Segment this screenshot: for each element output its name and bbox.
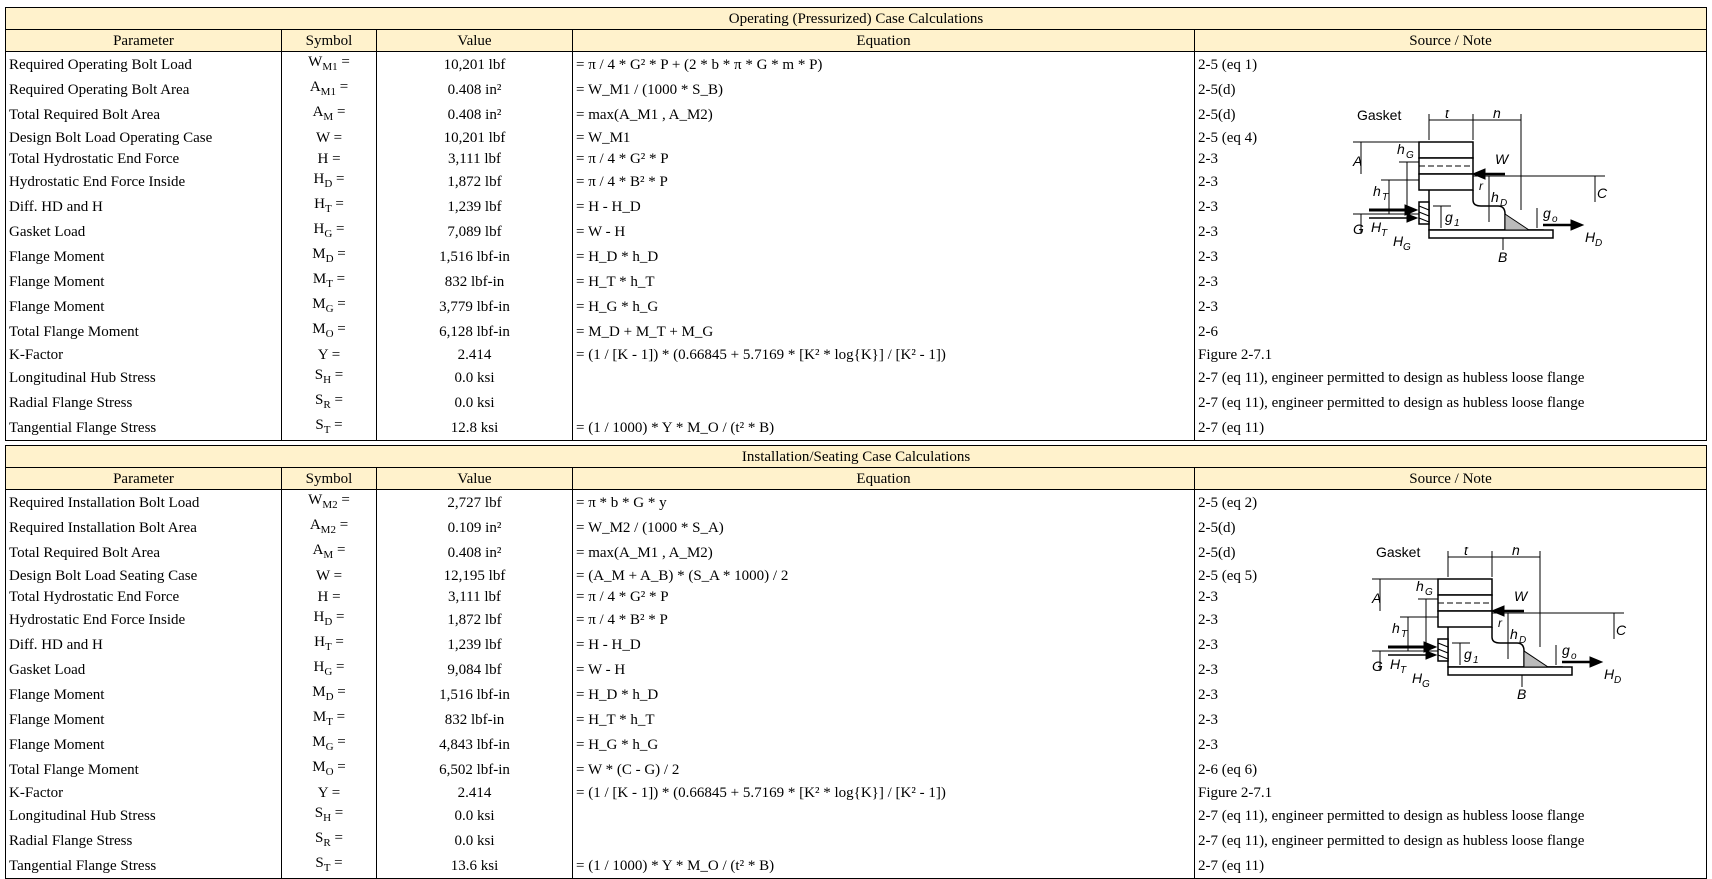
symbol-cell: $H_G$ = <box>282 657 377 682</box>
value-cell: 1,516 lbf-in <box>377 682 573 707</box>
symbol-cell: $A_{M1}$ = <box>282 77 377 102</box>
diagram-label: o <box>1571 651 1577 662</box>
value-cell: 1,516 lbf-in <box>377 244 573 269</box>
equation-cell: = max(A_M1 , A_M2) <box>573 102 1195 127</box>
equation-cell: = W_M1 <box>573 127 1195 148</box>
table-row <box>6 828 1707 853</box>
value-cell: 10,201 lbf <box>377 52 573 78</box>
col-header-parameter: Parameter <box>6 30 282 52</box>
symbol-cell: $S_R$ = <box>282 390 377 415</box>
source-note-cell: 2-5(d) <box>1195 102 1707 127</box>
flange-diagram <box>1333 110 1633 280</box>
table-row <box>6 757 1707 782</box>
table-row <box>6 344 1707 365</box>
diagram-label: G <box>1372 658 1383 674</box>
symbol-letter: M <box>312 321 326 337</box>
diagram-label: Gasket <box>1357 110 1402 123</box>
symbol-subscript: M2 <box>320 524 336 536</box>
symbol-subscript: R <box>323 837 331 849</box>
diagram-label: G <box>1406 150 1414 161</box>
table-row <box>6 77 1707 102</box>
parameter-cell: Hydrostatic End Force Inside <box>6 169 282 194</box>
parameter-cell: Total Hydrostatic End Force <box>6 586 282 607</box>
parameter-cell: Flange Moment <box>6 682 282 707</box>
value-cell: 10,201 lbf <box>377 127 573 148</box>
source-note-cell: 2-3 <box>1195 194 1707 219</box>
symbol-cell: H = <box>282 148 377 169</box>
symbol-cell: $M_D$ = <box>282 682 377 707</box>
equation-cell <box>573 803 1195 828</box>
value-cell: 0.408 in² <box>377 102 573 127</box>
diagram-label: h <box>1397 141 1405 157</box>
diagram-label: C <box>1597 185 1608 201</box>
diagram-label: h <box>1373 183 1381 199</box>
parameter-cell: Tangential Flange Stress <box>6 415 282 441</box>
diagram-label: H <box>1604 666 1615 682</box>
parameter-cell: K-Factor <box>6 344 282 365</box>
source-note-cell: 2-5 (eq 2) <box>1195 490 1707 516</box>
symbol-letter: M <box>312 684 326 700</box>
diagram-label: T <box>1381 228 1388 239</box>
diagram-label: B <box>1498 249 1508 265</box>
source-note-cell: 2-3 <box>1195 657 1707 682</box>
symbol-cell: $M_G$ = <box>282 294 377 319</box>
table-row <box>6 515 1707 540</box>
symbol-letter: S <box>315 417 324 433</box>
symbol-cell: $W_{M2}$ = <box>282 490 377 516</box>
symbol-letter: S <box>314 805 324 821</box>
source-note-cell: 2-6 <box>1195 319 1707 344</box>
value-cell: 2.414 <box>377 344 573 365</box>
diagram-label: G <box>1422 679 1430 690</box>
col-header-value: Value <box>377 468 573 490</box>
parameter-cell: Flange Moment <box>6 269 282 294</box>
value-cell: 1,239 lbf <box>377 194 573 219</box>
symbol-letter: A <box>309 517 321 533</box>
symbol-subscript: D <box>325 691 334 703</box>
symbol-subscript: M <box>323 111 334 123</box>
parameter-cell: Longitudinal Hub Stress <box>6 803 282 828</box>
table-row <box>6 390 1707 415</box>
diagram-label: B <box>1517 686 1527 702</box>
symbol-cell: $M_O$ = <box>282 319 377 344</box>
symbol-cell: $M_G$ = <box>282 732 377 757</box>
equation-cell: = (1 / 1000) * Y * M_O / (t² * B) <box>573 853 1195 879</box>
diagram-label: 1 <box>1454 218 1460 229</box>
diagram-label: G <box>1403 242 1411 253</box>
source-note-cell: 2-3 <box>1195 294 1707 319</box>
value-cell: 12.8 ksi <box>377 415 573 441</box>
diagram-label: C <box>1616 622 1627 638</box>
col-header-source: Source / Note <box>1195 30 1707 52</box>
diagram-label: r <box>1479 179 1483 193</box>
symbol-subscript: G <box>324 666 333 678</box>
equation-cell: = W_M1 / (1000 * S_B) <box>573 77 1195 102</box>
table-row <box>6 803 1707 828</box>
value-cell: 1,239 lbf <box>377 632 573 657</box>
col-header-source: Source / Note <box>1195 468 1707 490</box>
symbol-cell: $H_T$ = <box>282 194 377 219</box>
symbol-cell: $M_D$ = <box>282 244 377 269</box>
symbol-subscript: M <box>323 549 334 561</box>
symbol-subscript: G <box>325 741 334 753</box>
equation-cell: = (A_M + A_B) * (S_A * 1000) / 2 <box>573 565 1195 586</box>
symbol-cell: $S_T$ = <box>282 853 377 879</box>
symbol-subscript: T <box>326 278 333 290</box>
source-note-cell: 2-3 <box>1195 269 1707 294</box>
diagram-label: T <box>1400 665 1407 676</box>
col-header-parameter: Parameter <box>6 468 282 490</box>
parameter-cell: Flange Moment <box>6 294 282 319</box>
parameter-cell: Radial Flange Stress <box>6 390 282 415</box>
symbol-cell: $A_M$ = <box>282 540 377 565</box>
source-note-cell: 2-3 <box>1195 732 1707 757</box>
diagram-label: t <box>1445 110 1449 121</box>
parameter-cell: Diff. HD and H <box>6 194 282 219</box>
value-cell: 1,872 lbf <box>377 169 573 194</box>
symbol-subscript: D <box>325 253 334 265</box>
symbol-subscript: M2 <box>322 499 338 511</box>
equation-cell: = π / 4 * B² * P <box>573 169 1195 194</box>
diagram-label: A <box>1353 153 1363 169</box>
diagram-label: G <box>1353 221 1364 237</box>
source-note-cell: 2-5(d) <box>1195 515 1707 540</box>
source-note-cell: 2-7 (eq 11), engineer permitted to design as hubless loose flange <box>1195 828 1707 853</box>
symbol-letter: S <box>315 830 324 846</box>
table-row <box>6 52 1707 78</box>
value-cell: 0.0 ksi <box>377 390 573 415</box>
symbol-letter: M <box>312 246 326 262</box>
diagram-label: G <box>1425 587 1433 598</box>
diagram-label: h <box>1392 620 1400 636</box>
source-note-cell: 2-5(d) <box>1195 540 1707 565</box>
source-note-cell: 2-3 <box>1195 707 1707 732</box>
parameter-cell: Required Operating Bolt Load <box>6 52 282 78</box>
col-header-symbol: Symbol <box>282 30 377 52</box>
diagram-label: h <box>1491 189 1499 205</box>
value-cell: 1,872 lbf <box>377 607 573 632</box>
diagram-label: D <box>1614 675 1622 686</box>
equation-cell: = π * b * G * y <box>573 490 1195 516</box>
symbol-letter: Y <box>317 784 329 801</box>
section-title: Operating (Pressurized) Case Calculations <box>6 8 1707 30</box>
equation-cell: = H_T * h_T <box>573 269 1195 294</box>
value-cell: 6,502 lbf-in <box>377 757 573 782</box>
table-row <box>6 415 1707 441</box>
source-note-cell: 2-3 <box>1195 586 1707 607</box>
equation-cell: = W - H <box>573 219 1195 244</box>
symbol-subscript: T <box>324 203 332 215</box>
source-note-cell: 2-7 (eq 11), engineer permitted to design as hubless loose flange <box>1195 390 1707 415</box>
symbol-cell: $H_T$ = <box>282 632 377 657</box>
table-row <box>6 782 1707 803</box>
diagram-label: W <box>1514 588 1528 604</box>
value-cell: 4,843 lbf-in <box>377 732 573 757</box>
diagram-label: W <box>1495 151 1509 167</box>
table-row <box>6 365 1707 390</box>
symbol-letter: S <box>315 855 324 871</box>
parameter-cell: Flange Moment <box>6 732 282 757</box>
symbol-subscript: G <box>324 228 333 240</box>
source-note-cell: 2-5 (eq 5) <box>1195 565 1707 586</box>
parameter-cell: Total Required Bolt Area <box>6 102 282 127</box>
parameter-cell: Total Flange Moment <box>6 319 282 344</box>
diagram-label: T <box>1382 192 1389 203</box>
symbol-subscript: M1 <box>322 61 338 73</box>
diagram-label: h <box>1493 110 1501 121</box>
symbol-subscript: H <box>323 374 332 386</box>
equation-cell: = max(A_M1 , A_M2) <box>573 540 1195 565</box>
source-note-cell: Figure 2-7.1 <box>1195 344 1707 365</box>
symbol-letter: H <box>314 634 325 650</box>
value-cell: 832 lbf-in <box>377 269 573 294</box>
symbol-letter: M <box>312 296 326 312</box>
value-cell: 6,128 lbf-in <box>377 319 573 344</box>
diagram-label: D <box>1595 238 1603 249</box>
value-cell: 3,111 lbf <box>377 586 573 607</box>
symbol-letter: A <box>309 79 321 95</box>
symbol-subscript: D <box>324 616 333 628</box>
table-row <box>6 294 1707 319</box>
parameter-cell: Flange Moment <box>6 244 282 269</box>
parameter-cell: Gasket Load <box>6 657 282 682</box>
source-note-cell: 2-3 <box>1195 169 1707 194</box>
equation-cell: = (1 / [K - 1]) * (0.66845 + 5.7169 * [K² * log{K}] / [K² - 1]) <box>573 344 1195 365</box>
symbol-cell: $W_{M1}$ = <box>282 52 377 78</box>
parameter-cell: Gasket Load <box>6 219 282 244</box>
symbol-letter: S <box>315 392 324 408</box>
symbol-subscript: O <box>325 328 334 340</box>
symbol-cell: $M_T$ = <box>282 269 377 294</box>
section-title: Installation/Seating Case Calculations <box>6 446 1707 468</box>
value-cell: 0.408 in² <box>377 540 573 565</box>
symbol-letter: A <box>312 104 324 120</box>
source-note-cell: 2-5 (eq 4) <box>1195 127 1707 148</box>
equation-cell: = H - H_D <box>573 632 1195 657</box>
diagram-label: D <box>1500 198 1508 209</box>
source-note-cell: Figure 2-7.1 <box>1195 782 1707 803</box>
parameter-cell: Total Flange Moment <box>6 757 282 782</box>
value-cell: 0.109 in² <box>377 515 573 540</box>
symbol-cell: $H_D$ = <box>282 169 377 194</box>
equation-cell <box>573 365 1195 390</box>
value-cell: 0.408 in² <box>377 77 573 102</box>
diagram-label: A <box>1372 590 1382 606</box>
source-note-cell: 2-3 <box>1195 244 1707 269</box>
value-cell: 2,727 lbf <box>377 490 573 516</box>
diagram-label: h <box>1512 547 1520 558</box>
equation-cell: = H - H_D <box>573 194 1195 219</box>
value-cell: 13.6 ksi <box>377 853 573 879</box>
symbol-subscript: G <box>325 303 334 315</box>
symbol-letter: W <box>308 492 323 508</box>
symbol-letter: H <box>313 221 325 237</box>
diagram-label: g <box>1445 209 1453 225</box>
symbol-cell: $M_O$ = <box>282 757 377 782</box>
symbol-letter: S <box>314 367 324 383</box>
parameter-cell: Diff. HD and H <box>6 632 282 657</box>
col-header-equation: Equation <box>573 468 1195 490</box>
symbol-letter: A <box>312 542 324 558</box>
symbol-subscript: T <box>323 862 331 874</box>
value-cell: 2.414 <box>377 782 573 803</box>
symbol-letter: H <box>317 150 329 167</box>
symbol-cell: $M_T$ = <box>282 707 377 732</box>
equation-cell <box>573 828 1195 853</box>
equation-cell: = H_D * h_D <box>573 682 1195 707</box>
diagram-label: T <box>1401 629 1408 640</box>
source-note-cell: 2-5(d) <box>1195 77 1707 102</box>
diagram-label: o <box>1552 214 1558 225</box>
diagram-label: h <box>1416 578 1424 594</box>
source-note-cell: 2-3 <box>1195 682 1707 707</box>
symbol-cell: Y = <box>282 344 377 365</box>
equation-cell <box>573 390 1195 415</box>
diagram-label: H <box>1585 229 1596 245</box>
symbol-cell: W = <box>282 127 377 148</box>
symbol-subscript: M1 <box>320 86 336 98</box>
source-note-cell: 2-3 <box>1195 607 1707 632</box>
symbol-letter: H <box>313 659 325 675</box>
source-note-cell: 2-5 (eq 1) <box>1195 52 1707 78</box>
diagram-label: g <box>1464 646 1472 662</box>
source-note-cell: 2-7 (eq 11), engineer permitted to design as hubless loose flange <box>1195 365 1707 390</box>
parameter-cell: Total Required Bolt Area <box>6 540 282 565</box>
symbol-letter: M <box>312 759 326 775</box>
diagram-label: g <box>1543 205 1551 221</box>
parameter-cell: Total Hydrostatic End Force <box>6 148 282 169</box>
symbol-subscript: R <box>323 399 331 411</box>
source-note-cell: 2-7 (eq 11) <box>1195 853 1707 879</box>
value-cell: 3,111 lbf <box>377 148 573 169</box>
table-row <box>6 319 1707 344</box>
diagram-label: H <box>1393 233 1404 249</box>
symbol-subscript: T <box>323 424 331 436</box>
diagram-label: g <box>1562 642 1570 658</box>
source-note-cell: 2-3 <box>1195 632 1707 657</box>
equation-cell: = H_G * h_G <box>573 294 1195 319</box>
parameter-cell: Tangential Flange Stress <box>6 853 282 879</box>
symbol-cell: W = <box>282 565 377 586</box>
col-header-equation: Equation <box>573 30 1195 52</box>
flange-diagram <box>1352 547 1652 717</box>
symbol-letter: H <box>313 171 325 187</box>
parameter-cell: Design Bolt Load Operating Case <box>6 127 282 148</box>
value-cell: 12,195 lbf <box>377 565 573 586</box>
equation-cell: = H_G * h_G <box>573 732 1195 757</box>
parameter-cell: Flange Moment <box>6 707 282 732</box>
symbol-subscript: H <box>323 812 332 824</box>
equation-cell: = π / 4 * B² * P <box>573 607 1195 632</box>
diagram-label: 1 <box>1473 655 1479 666</box>
parameter-cell: Design Bolt Load Seating Case <box>6 565 282 586</box>
equation-cell: = π / 4 * G² * P + (2 * b * π * G * m * P) <box>573 52 1195 78</box>
equation-cell: = W - H <box>573 657 1195 682</box>
source-note-cell: 2-3 <box>1195 219 1707 244</box>
equation-cell: = H_T * h_T <box>573 707 1195 732</box>
source-note-cell: 2-7 (eq 11) <box>1195 415 1707 441</box>
parameter-cell: K-Factor <box>6 782 282 803</box>
symbol-subscript: D <box>324 178 333 190</box>
symbol-letter: H <box>317 588 329 605</box>
table-row <box>6 732 1707 757</box>
symbol-cell: $A_{M2}$ = <box>282 515 377 540</box>
equation-cell: = H_D * h_D <box>573 244 1195 269</box>
symbol-subscript: T <box>326 716 333 728</box>
symbol-letter: M <box>312 709 327 725</box>
source-note-cell: 2-3 <box>1195 148 1707 169</box>
symbol-letter: H <box>314 196 325 212</box>
symbol-cell: Y = <box>282 782 377 803</box>
equation-cell: = (1 / 1000) * Y * M_O / (t² * B) <box>573 415 1195 441</box>
parameter-cell: Hydrostatic End Force Inside <box>6 607 282 632</box>
parameter-cell: Required Installation Bolt Area <box>6 515 282 540</box>
symbol-cell: H = <box>282 586 377 607</box>
table-row <box>6 853 1707 879</box>
equation-cell: = π / 4 * G² * P <box>573 148 1195 169</box>
symbol-cell: $H_G$ = <box>282 219 377 244</box>
symbol-subscript: T <box>324 641 332 653</box>
diagram-label: D <box>1519 635 1527 646</box>
symbol-letter: Y <box>317 346 329 363</box>
diagram-label: H <box>1371 219 1382 235</box>
parameter-cell: Required Installation Bolt Load <box>6 490 282 516</box>
value-cell: 0.0 ksi <box>377 365 573 390</box>
equation-cell: = W_M2 / (1000 * S_A) <box>573 515 1195 540</box>
col-header-value: Value <box>377 30 573 52</box>
symbol-letter: W <box>315 129 330 146</box>
value-cell: 7,089 lbf <box>377 219 573 244</box>
source-note-cell: 2-6 (eq 6) <box>1195 757 1707 782</box>
equation-cell: = W * (C - G) / 2 <box>573 757 1195 782</box>
symbol-cell: $S_H$ = <box>282 365 377 390</box>
value-cell: 9,084 lbf <box>377 657 573 682</box>
equation-cell: = (1 / [K - 1]) * (0.66845 + 5.7169 * [K² * log{K}] / [K² - 1]) <box>573 782 1195 803</box>
source-note-cell: 2-7 (eq 11), engineer permitted to design as hubless loose flange <box>1195 803 1707 828</box>
diagram-label: H <box>1412 670 1423 686</box>
symbol-letter: M <box>312 271 327 287</box>
diagram-label: h <box>1510 626 1518 642</box>
value-cell: 0.0 ksi <box>377 803 573 828</box>
parameter-cell: Required Operating Bolt Area <box>6 77 282 102</box>
value-cell: 0.0 ksi <box>377 828 573 853</box>
symbol-letter: M <box>312 734 326 750</box>
symbol-letter: W <box>315 567 330 584</box>
diagram-label: r <box>1498 616 1502 630</box>
symbol-cell: $A_M$ = <box>282 102 377 127</box>
value-cell: 3,779 lbf-in <box>377 294 573 319</box>
diagram-label: H <box>1390 656 1401 672</box>
symbol-cell: $H_D$ = <box>282 607 377 632</box>
symbol-cell: $S_T$ = <box>282 415 377 441</box>
parameter-cell: Radial Flange Stress <box>6 828 282 853</box>
diagram-label: t <box>1464 547 1468 558</box>
table-row <box>6 490 1707 516</box>
symbol-cell: $S_R$ = <box>282 828 377 853</box>
symbol-letter: H <box>313 609 325 625</box>
col-header-symbol: Symbol <box>282 468 377 490</box>
symbol-letter: W <box>308 54 323 70</box>
equation-cell: = π / 4 * G² * P <box>573 586 1195 607</box>
symbol-subscript: O <box>325 766 334 778</box>
value-cell: 832 lbf-in <box>377 707 573 732</box>
equation-cell: = M_D + M_T + M_G <box>573 319 1195 344</box>
symbol-cell: $S_H$ = <box>282 803 377 828</box>
diagram-label: Gasket <box>1376 547 1421 560</box>
parameter-cell: Longitudinal Hub Stress <box>6 365 282 390</box>
